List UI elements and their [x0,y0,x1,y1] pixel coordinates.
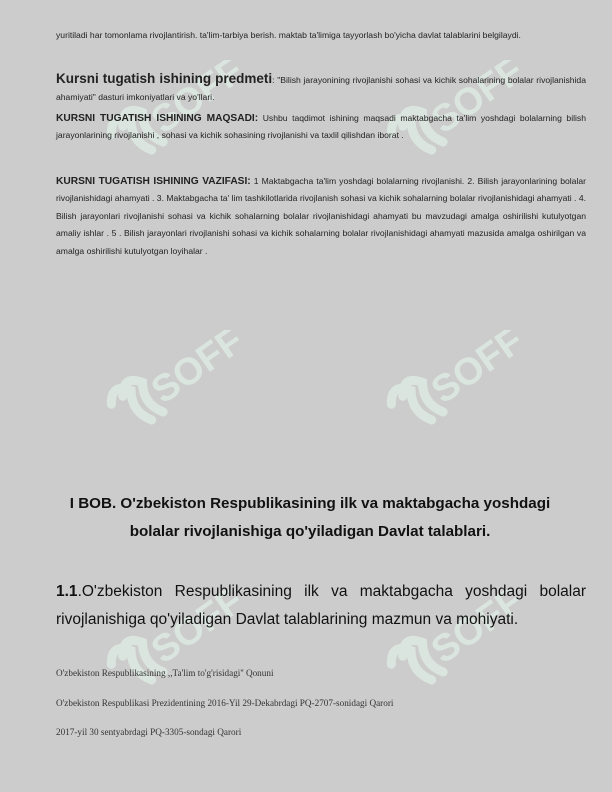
soff-watermark [90,330,240,440]
reference-item: 2017-yil 30 sentyabrdagi PQ-3305-sondagi Qarori [56,727,242,737]
svg-text:SOFF: SOFF [424,590,520,673]
tasks-paragraph [56,173,586,260]
purpose-label: KURSNI TUGATISH ISHINING MAQSADI: [56,113,259,124]
purpose-text: Ushbu taqdimot ishining maqsadi maktabgacha ta'lim yoshdagi bolalarning bilish jarayonlarining rivojlanishi , sohasi va kichik sohasining rivojlanishi va taxlil qilishdan iborat . [56,113,587,141]
reference-item: O'zbekiston Respublikasi Prezidentining 2016-Yil 29-Dekabrdagi PQ-2707-sonidagi Qarori [56,698,394,708]
svg-text:SOFF: SOFF [144,330,240,413]
purpose-paragraph [56,110,586,145]
subject-text: : "Bilish jarayonining rivojlanishi sohasi va kichik sohalarining bolalar rivojlanishida ahamiyati" dasturi imkoniyatlari va yo'llari. [56,75,586,103]
soff-watermark [370,330,520,440]
svg-text:SOFF: SOFF [144,60,240,143]
chapter-heading [50,490,570,546]
svg-text:SOFF: SOFF [424,330,520,413]
intro-paragraph [56,27,586,44]
reference-item: O'zbekiston Respublikasining ,,Ta'lim to'g'risidagi'' Qonuni [56,668,274,678]
section-number: 1.1 [56,583,78,600]
svg-text:SOFF: SOFF [144,590,240,673]
chapter-heading-line-1: I BOB. O'zbekiston Respublikasining ilk va maktabgacha yoshdagi [69,495,551,512]
section-title: .O'zbekiston Respublikasining ilk va maktabgacha yoshdagi bolalar rivojlanishiga qo'yiladigan Davlat talablarining mazmun va mohiyati. [56,583,586,628]
tasks-label: KURSNI TUGATISH ISHINING VAZIFASI: [56,176,251,187]
svg-text:SOFF: SOFF [424,60,520,143]
section-heading [56,578,586,634]
intro-text: yuritiladi har tomonlama rivojlantirish. ta'lim-tarbiya berish. maktab ta'limiga tayyorlash bo'yicha davlat talablarini belgilaydi. [56,30,521,40]
tasks-text: 1 Maktabgacha ta'lim yoshdagi bolalarning rivojlanishi. 2. Bilish jarayonlarining bolalar rivojlanishidagi ahamyati . 3. Maktabgacha ta' lim tashkilotlarida rivojlanish sohasi va kichik sohalarning bolalar rivojlanishidagi ahamyati . 4. Bilish jarayonlari rivojlanishi sohasi va kichik sohalarning bolalar rivojlanishidagi ahamyati bu mavzudagi amalga oshirilishi kutulyotgan amaliy ishlar . 5 . Bilish jarayonlari rivojlanishi sohasi va kichik sohalarning bolalar rivojlanishidagi ahamyati mazusida amalga oshirilgan va amalga oshirilishi kutulyotgan loyihalar . [56,176,586,256]
subject-label: Kursni tugatish ishining predmeti [56,71,273,86]
chapter-heading-line-2: bolalar rivojlanishiga qo'yiladigan Davlat talablari. [129,523,491,540]
subject-paragraph [56,70,586,107]
